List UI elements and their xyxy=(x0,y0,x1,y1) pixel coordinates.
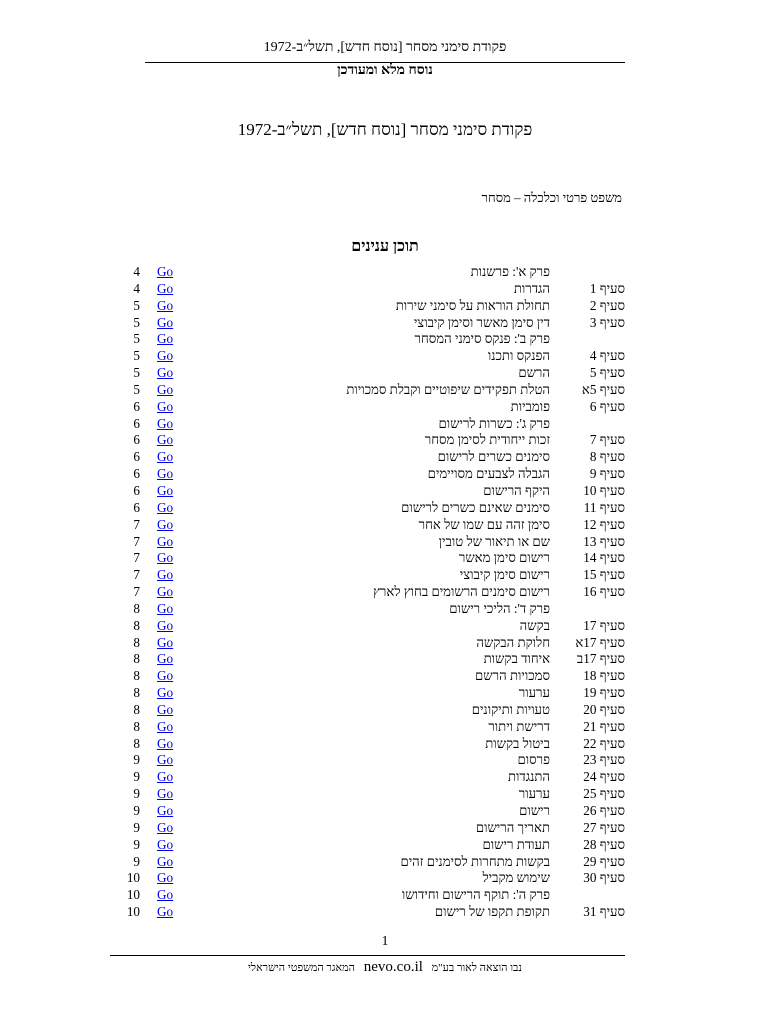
toc-section-label: סעיף 16 xyxy=(583,584,625,600)
toc-section-label: סעיף 18 xyxy=(583,668,625,684)
toc-go-link[interactable]: Go xyxy=(157,297,174,313)
toc-go-link[interactable]: Go xyxy=(157,735,174,751)
toc-page-number: 9 xyxy=(133,769,140,785)
toc-section-label: סעיף 17א xyxy=(575,634,625,650)
toc-entry-title: הגדרות xyxy=(513,280,550,296)
toc-go-link[interactable]: Go xyxy=(157,904,174,920)
toc-entry-title: רישום סימן מאשר xyxy=(458,550,550,566)
toc-go-link[interactable]: Go xyxy=(157,449,174,465)
toc-entry-title: תחולת הוראות על סימני שירות xyxy=(395,297,550,313)
toc-go-link[interactable]: Go xyxy=(157,769,174,785)
toc-row xyxy=(110,382,625,399)
toc-page-number: 6 xyxy=(133,466,140,482)
toc-section-label: סעיף 30 xyxy=(583,870,625,886)
toc-section-label: סעיף 19 xyxy=(583,685,625,701)
toc-go-link[interactable]: Go xyxy=(157,819,174,835)
category-line: משפט פרטי וכלכלה – מסחר xyxy=(481,190,622,205)
toc-go-link[interactable]: Go xyxy=(157,651,174,667)
toc-row xyxy=(110,399,625,416)
toc-section-label: סעיף 13 xyxy=(583,533,625,549)
toc-page-number: 9 xyxy=(133,853,140,869)
toc-section-label: סעיף 24 xyxy=(583,769,625,785)
toc-page-number: 8 xyxy=(133,701,140,717)
toc-section-label: סעיף 1 xyxy=(589,280,625,296)
toc-row xyxy=(110,719,625,736)
toc-row xyxy=(110,870,625,887)
toc-row xyxy=(110,315,625,332)
toc-row xyxy=(110,651,625,668)
toc-entry-title: בקשה xyxy=(519,617,550,633)
toc-row xyxy=(110,887,625,904)
toc-section-label: סעיף 17ב xyxy=(576,651,625,667)
toc-go-link[interactable]: Go xyxy=(157,432,174,448)
toc-section-label: סעיף 31 xyxy=(583,904,625,920)
toc-page-number: 5 xyxy=(133,297,140,313)
toc-page-number: 8 xyxy=(133,735,140,751)
toc-section-label: סעיף 12 xyxy=(583,516,625,532)
toc-entry-title: ערעור xyxy=(518,786,550,802)
toc-row xyxy=(110,668,625,685)
toc-entry-title: התנגדות xyxy=(507,769,550,785)
toc-row xyxy=(110,449,625,466)
toc-row xyxy=(110,500,625,517)
toc-heading: תוכן ענינים xyxy=(351,238,419,255)
toc-entry-title: פרק ג': כשרות לרישום xyxy=(438,415,550,431)
toc-entry-title: דין סימן מאשר וסימן קיבוצי xyxy=(413,314,550,330)
toc-page-number: 6 xyxy=(133,398,140,414)
toc-go-link[interactable]: Go xyxy=(157,701,174,717)
toc-go-link[interactable]: Go xyxy=(157,331,174,347)
toc-row xyxy=(110,786,625,803)
toc-go-link[interactable]: Go xyxy=(157,398,174,414)
toc-section-label: סעיף 28 xyxy=(583,836,625,852)
toc-entry-title: היקף הרישום xyxy=(483,482,550,498)
toc-go-link[interactable]: Go xyxy=(157,870,174,886)
toc-entry-title: סימנים כשרים לרישום xyxy=(437,449,550,465)
toc-section-label: סעיף 17 xyxy=(583,617,625,633)
toc-page-number: 8 xyxy=(133,685,140,701)
toc-row xyxy=(110,348,625,365)
toc-entry-title: סימנים שאינם כשרים לרישום xyxy=(401,499,550,515)
toc-row xyxy=(110,854,625,871)
toc-page-number: 7 xyxy=(133,516,140,532)
toc-section-label: סעיף 23 xyxy=(583,752,625,768)
toc-go-link[interactable]: Go xyxy=(157,264,174,279)
toc-row xyxy=(110,837,625,854)
footer-site: nevo.co.il xyxy=(363,959,423,975)
footer-rule xyxy=(110,955,625,956)
toc-row xyxy=(110,769,625,786)
toc-row xyxy=(110,635,625,652)
toc-row xyxy=(110,432,625,449)
toc-row xyxy=(110,685,625,702)
toc-page-number: 9 xyxy=(133,786,140,802)
toc-entry-title: הגבלה לצבעים מסויימים xyxy=(427,466,550,482)
toc-page-number: 6 xyxy=(133,499,140,515)
toc-row xyxy=(110,466,625,483)
toc-go-link[interactable]: Go xyxy=(157,280,174,296)
toc-go-link[interactable]: Go xyxy=(157,348,174,364)
toc-section-label: סעיף 20 xyxy=(583,701,625,717)
toc-go-link[interactable]: Go xyxy=(157,550,174,566)
toc-row xyxy=(110,281,625,298)
toc-page-number: 6 xyxy=(133,449,140,465)
toc-section-label: סעיף 2 xyxy=(589,297,625,313)
toc-page-number: 6 xyxy=(133,415,140,431)
toc-row xyxy=(110,416,625,433)
toc-section-label: סעיף 9 xyxy=(589,466,625,482)
toc-section-label: סעיף 4 xyxy=(589,348,625,364)
toc-section-label: סעיף 10 xyxy=(583,482,625,498)
toc-entry-title: תקופת תקפו של רישום xyxy=(434,904,550,920)
footer xyxy=(145,959,625,976)
toc-section-label: סעיף 26 xyxy=(583,803,625,818)
toc-go-link[interactable]: Go xyxy=(157,499,174,515)
toc-section-label: סעיף 27 xyxy=(583,819,625,835)
toc-go-link[interactable]: Go xyxy=(157,853,174,869)
toc-row xyxy=(110,298,625,315)
toc-go-link[interactable]: Go xyxy=(157,365,174,381)
toc-row xyxy=(110,331,625,348)
toc-row xyxy=(110,517,625,534)
toc-page-number: 5 xyxy=(133,331,140,347)
toc-row xyxy=(110,534,625,551)
toc-entry-title: דרישת ויתור xyxy=(488,718,550,734)
toc-go-link[interactable]: Go xyxy=(157,752,174,768)
toc-page-number: 7 xyxy=(133,584,140,600)
toc-row xyxy=(110,820,625,837)
toc-section-label: סעיף 3 xyxy=(589,314,625,330)
toc-page-number: 8 xyxy=(133,617,140,633)
toc-entry-title: פרק ב': פנקס סימני המסחר xyxy=(414,331,550,347)
toc-go-link[interactable]: Go xyxy=(157,836,174,852)
toc-page-number: 5 xyxy=(133,365,140,381)
toc-entry-title: הטלת תפקידים שיפוטיים וקבלת סמכויות xyxy=(346,381,550,397)
toc-entry-title: הפנקס ותכנו xyxy=(487,348,550,364)
toc-go-link[interactable]: Go xyxy=(157,718,174,734)
table-of-contents xyxy=(110,264,625,921)
toc-row xyxy=(110,365,625,382)
toc-section-label: סעיף 22 xyxy=(583,735,625,751)
toc-go-link[interactable]: Go xyxy=(157,381,174,397)
toc-section-label: סעיף 6 xyxy=(589,398,625,414)
toc-entry-title: פרק א': פרשנות xyxy=(470,264,550,279)
toc-page-number: 9 xyxy=(133,836,140,852)
toc-go-link[interactable]: Go xyxy=(157,415,174,431)
toc-section-label: סעיף 15 xyxy=(583,567,625,583)
toc-page-number: 5 xyxy=(133,381,140,397)
toc-row xyxy=(110,904,625,921)
toc-entry-title: רישום xyxy=(519,803,550,818)
toc-page-number: 8 xyxy=(133,651,140,667)
toc-go-link[interactable]: Go xyxy=(157,533,174,549)
running-title: פקודת סימני מסחר [נוסח חדש], תשל״ב-1972 xyxy=(263,40,507,55)
toc-page-number: 8 xyxy=(133,634,140,650)
toc-row xyxy=(110,702,625,719)
toc-go-link[interactable]: Go xyxy=(157,600,174,616)
footer-database: המאגר המשפטי הישראלי xyxy=(248,962,355,974)
toc-entry-title: רישום סימנים הרשומים בחוץ לארץ xyxy=(373,584,550,600)
toc-section-label: סעיף 29 xyxy=(583,853,625,869)
toc-go-link[interactable]: Go xyxy=(157,685,174,701)
toc-go-link[interactable]: Go xyxy=(157,516,174,532)
toc-entry-title: רישום סימן קיבוצי xyxy=(459,567,550,583)
toc-entry-title: בקשות מתחרות לסימנים זהים xyxy=(400,853,550,869)
toc-page-number: 9 xyxy=(133,803,140,818)
toc-section-label: סעיף 8 xyxy=(589,449,625,465)
toc-row xyxy=(110,618,625,635)
toc-section-label: סעיף 25 xyxy=(583,786,625,802)
toc-entry-title: איחוד בקשות xyxy=(483,651,550,667)
toc-row xyxy=(110,601,625,618)
toc-entry-title: פרק ד': הליכי רישום xyxy=(449,600,550,616)
toc-go-link[interactable]: Go xyxy=(157,634,174,650)
toc-section-label: סעיף 5 xyxy=(589,365,625,381)
toc-row xyxy=(110,550,625,567)
toc-page-number: 5 xyxy=(133,348,140,364)
toc-entry-title: סימן זהה עם שמו של אחר xyxy=(418,516,550,532)
toc-entry-title: שם או תיאור של טובין xyxy=(438,533,550,549)
toc-row xyxy=(110,567,625,584)
footer-publisher: נבו הוצאה לאור בע"מ xyxy=(431,962,522,974)
toc-page-number: 9 xyxy=(133,752,140,768)
toc-go-link[interactable]: Go xyxy=(157,887,174,903)
toc-entry-title: תאריך הרישום xyxy=(475,819,550,835)
toc-page-number: 6 xyxy=(133,432,140,448)
toc-page-number: 5 xyxy=(133,314,140,330)
toc-row xyxy=(110,264,625,281)
toc-entry-title: ערעור xyxy=(518,685,550,701)
toc-entry-title: פרק ה': תוקף הרישום וחידושו xyxy=(401,887,550,903)
toc-go-link[interactable]: Go xyxy=(157,668,174,684)
toc-go-link[interactable]: Go xyxy=(157,314,174,330)
toc-section-label: סעיף 11 xyxy=(583,499,625,515)
toc-go-link[interactable]: Go xyxy=(157,803,174,818)
toc-entry-title: פרסום xyxy=(517,752,550,768)
toc-page-number: 9 xyxy=(133,819,140,835)
toc-entry-title: טעויות ותיקונים xyxy=(471,701,550,717)
toc-entry-title: סמכויות הרשם xyxy=(475,668,550,684)
toc-go-link[interactable]: Go xyxy=(157,617,174,633)
toc-entry-title: ביטול בקשות xyxy=(485,735,550,751)
toc-entry-title: חלוקת הבקשה xyxy=(476,634,550,650)
toc-row xyxy=(110,752,625,769)
toc-page-number: 7 xyxy=(133,567,140,583)
toc-section-label: סעיף 5א xyxy=(581,381,625,397)
toc-entry-title: פומביות xyxy=(510,398,550,414)
toc-go-link[interactable]: Go xyxy=(157,482,174,498)
toc-page-number: 4 xyxy=(133,264,140,279)
page-title: פקודת סימני מסחר [נוסח חדש], תשל״ב-1972 xyxy=(237,120,533,139)
toc-row xyxy=(110,803,625,820)
toc-page-number: 7 xyxy=(133,533,140,549)
toc-go-link[interactable]: Go xyxy=(157,584,174,600)
toc-page-number: 8 xyxy=(133,668,140,684)
toc-page-number: 7 xyxy=(133,550,140,566)
version-subtitle: נוסח מלא ומעודכן xyxy=(337,63,433,78)
toc-go-link[interactable]: Go xyxy=(157,567,174,583)
toc-entry-title: שימוש מקביל xyxy=(482,870,550,886)
toc-entry-title: תעודת רישום xyxy=(482,836,550,852)
toc-section-label: סעיף 7 xyxy=(589,432,625,448)
toc-row xyxy=(110,584,625,601)
toc-page-number: 10 xyxy=(126,904,140,920)
toc-go-link[interactable]: Go xyxy=(157,786,174,802)
toc-section-label: סעיף 21 xyxy=(583,718,625,734)
toc-page-number: 8 xyxy=(133,600,140,616)
toc-row xyxy=(110,736,625,753)
toc-entry-title: זכות ייחודית לסימן מסחר xyxy=(424,432,550,448)
toc-page-number: 10 xyxy=(126,887,140,903)
toc-row xyxy=(110,483,625,500)
toc-page-number: 6 xyxy=(133,482,140,498)
toc-section-label: סעיף 14 xyxy=(583,550,625,566)
toc-go-link[interactable]: Go xyxy=(157,466,174,482)
toc-entry-title: הרשם xyxy=(518,365,550,381)
page-number: 1 xyxy=(381,934,389,949)
toc-page-number: 4 xyxy=(133,280,140,296)
toc-page-number: 10 xyxy=(126,870,140,886)
toc-page-number: 8 xyxy=(133,718,140,734)
